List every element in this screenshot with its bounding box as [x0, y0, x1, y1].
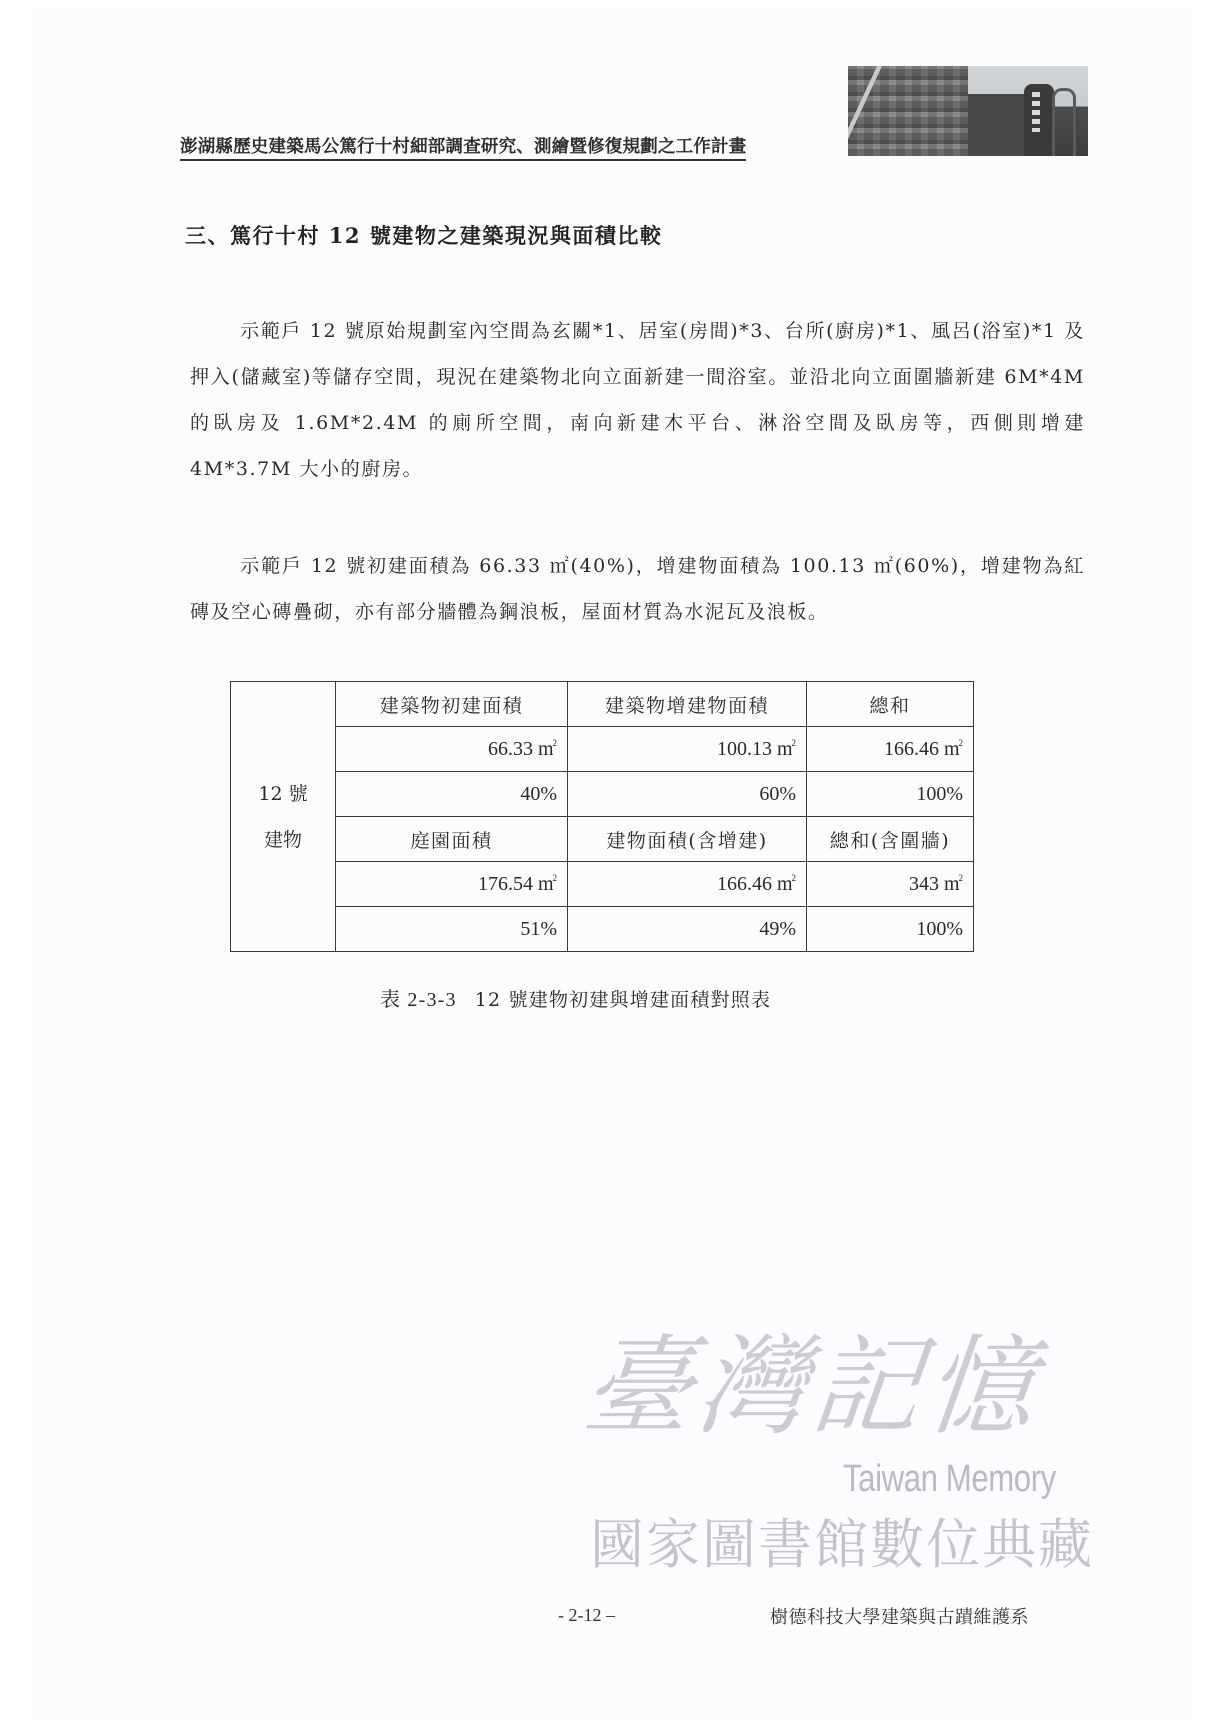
watermark-calligraphy: 臺灣記憶: [577, 1325, 1047, 1450]
table-row: [231, 772, 974, 817]
page-number: - 2-12 –: [558, 1605, 615, 1625]
percent-cell: 100%: [807, 772, 974, 817]
row-label-cell: [231, 682, 336, 952]
header-cell: 建築物初建面積: [336, 682, 568, 727]
header-photo: [848, 66, 1088, 156]
header-cell: 建物面積(含增建): [568, 817, 807, 862]
percent-cell: 60%: [568, 772, 807, 817]
aerial-village-photo: [848, 66, 968, 156]
tower-building-photo: [968, 66, 1088, 156]
row-label-line1: 12 號: [258, 782, 308, 805]
area-comparison-table: [230, 681, 974, 952]
area-cell: 66.33 $m^2$: [336, 727, 568, 772]
area-cell: 166.46 $m^2$: [807, 727, 974, 772]
paragraph-area-summary: [190, 543, 1085, 635]
area-cell: 343 $m^2$: [807, 862, 974, 907]
table-row: [231, 817, 974, 862]
row-label-line2: 建物: [263, 828, 302, 851]
table-caption: [380, 983, 771, 1012]
paragraph-floor-plan: [190, 308, 1085, 492]
table-row: [231, 862, 974, 907]
section-heading: 三、篤行十村 12 號建物之建築現況與面積比較: [185, 223, 663, 248]
header-cell: 總和: [807, 682, 974, 727]
area-cell: 100.13 $m^2$: [568, 727, 807, 772]
watermark-english: Taiwan Memory: [843, 1458, 1056, 1500]
table-row: [231, 727, 974, 772]
paragraph-text: 示範戶 12 號初建面積為 66.33 ㎡(40%)，增建物面積為 100.13 ㎡(60%)，增建物為紅磚及空心磚疊砌，亦有部分牆體為鋼浪板，屋面材質為水泥瓦及浪板。: [190, 555, 1085, 623]
header-cell: 庭園面積: [336, 817, 568, 862]
table-row: [231, 682, 974, 727]
running-header-title: 澎湖縣歷史建築馬公篤行十村細部調查研究、測繪暨修復規劃之工作計畫: [180, 136, 746, 161]
percent-cell: 51%: [336, 907, 568, 952]
footer-organization: 樹德科技大學建築與古蹟維護系: [770, 1607, 1029, 1628]
table-row: [231, 907, 974, 952]
caption-text: 12 號建物初建與增建面積對照表: [474, 989, 772, 1011]
header-cell: 總和(含圍牆): [807, 817, 974, 862]
area-cell: 176.54 $m^2$: [336, 862, 568, 907]
caption-number: 表 2-3-3: [380, 989, 457, 1011]
percent-cell: 40%: [336, 772, 568, 817]
area-cell: 166.46 $m^2$: [568, 862, 807, 907]
watermark-chinese: 國家圖書館數位典藏: [590, 1513, 1094, 1576]
percent-cell: 100%: [807, 907, 974, 952]
header-cell: 建築物增建物面積: [568, 682, 807, 727]
paragraph-text: 示範戶 12 號原始規劃室內空間為玄關*1、居室(房間)*3、台所(廚房)*1、風呂(浴室)*1 及押入(儲藏室)等儲存空間，現況在建築物北向立面新建一間浴室。並沿北向立面圍牆新建 6M*4M 的臥房及 1.6M*2.4M 的廁所空間，南向新建木平台、淋浴空間及臥房等，西側則增建 4M*3.7M 大小的廚房。: [190, 320, 1085, 480]
percent-cell: 49%: [568, 907, 807, 952]
